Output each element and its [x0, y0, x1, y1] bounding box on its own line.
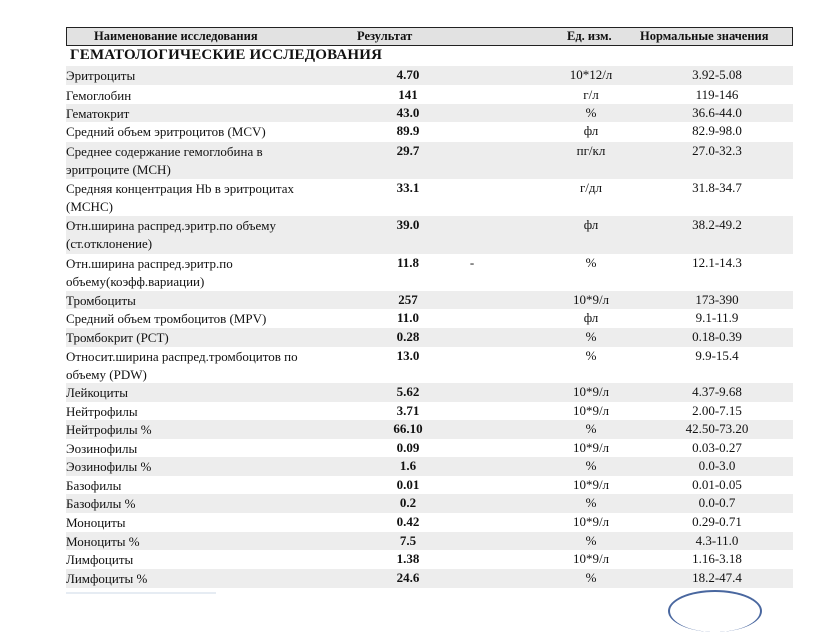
section-title: ГЕМАТОЛОГИЧЕСКИЕ ИССЛЕДОВАНИЯ — [70, 47, 383, 63]
table-row — [66, 66, 793, 85]
table-header — [66, 27, 793, 46]
row-unit: 10*12/л — [569, 67, 613, 82]
row-name: Тромбокрит (PCT) — [66, 330, 169, 345]
table-row — [66, 383, 793, 402]
row-result: 0.01 — [396, 477, 420, 492]
row-unit: фл — [583, 123, 599, 138]
row-norm: 9.9-15.4 — [695, 348, 739, 363]
row-unit: % — [585, 255, 597, 270]
table-row — [66, 476, 793, 494]
row-name: Средний объем тромбоцитов (MPV) — [66, 311, 267, 326]
row-unit: 10*9/л — [572, 292, 610, 307]
row-result: 13.0 — [396, 348, 420, 363]
row-name: Отн.ширина распред.эритр.по объему (ст.отклонение) — [66, 218, 276, 251]
row-name: Тромбоциты — [66, 293, 136, 308]
row-norm: 0.18-0.39 — [692, 329, 742, 344]
table-row — [66, 216, 793, 254]
row-unit: % — [585, 495, 597, 510]
table-row — [66, 347, 793, 383]
row-result: 0.28 — [396, 329, 420, 344]
row-result: 3.71 — [396, 403, 420, 418]
row-result: 0.42 — [396, 514, 420, 529]
row-result: 5.62 — [396, 384, 420, 399]
row-result: 43.0 — [396, 105, 420, 120]
row-result: 4.70 — [396, 67, 420, 82]
table-row — [66, 513, 793, 532]
row-result: 1.38 — [396, 551, 420, 566]
row-unit: % — [585, 458, 597, 473]
footer-decoration — [66, 592, 216, 594]
table-row — [66, 420, 793, 439]
row-result: 0.2 — [399, 495, 417, 510]
table-row — [66, 179, 793, 216]
table-row — [66, 569, 793, 588]
header-unit: Ед. изм. — [567, 29, 612, 43]
row-norm: 4.3-11.0 — [695, 533, 739, 548]
row-result: 66.10 — [393, 421, 423, 436]
row-norm: 0.0-0.7 — [698, 495, 736, 510]
row-unit: % — [585, 533, 597, 548]
table-row — [66, 142, 793, 179]
row-unit: 10*9/л — [572, 551, 610, 566]
row-name: Эритроциты — [66, 68, 136, 83]
row-unit: 10*9/л — [572, 514, 610, 529]
row-result: 39.0 — [396, 217, 420, 232]
row-unit: пг/кл — [576, 143, 606, 158]
row-name: Моноциты % — [66, 534, 140, 549]
row-norm: 2.00-7.15 — [692, 403, 742, 418]
row-norm: 27.0-32.3 — [692, 143, 742, 158]
row-name: Гематокрит — [66, 106, 130, 121]
table-row — [66, 402, 793, 420]
row-norm: 12.1-14.3 — [692, 255, 742, 270]
row-norm: 0.0-3.0 — [698, 458, 736, 473]
table-row — [66, 532, 793, 550]
row-norm: 4.37-9.68 — [692, 384, 742, 399]
row-name: Лимфоциты — [66, 552, 134, 567]
table-row — [66, 457, 793, 476]
table-row — [66, 328, 793, 347]
table-row — [66, 550, 793, 569]
header-norm: Нормальные значения — [640, 29, 769, 43]
row-name: Эозинофилы — [66, 441, 138, 456]
row-norm: 0.29-0.71 — [692, 514, 742, 529]
row-name: Средний объем эритроцитов (MCV) — [66, 124, 266, 139]
row-unit: г/дл — [579, 180, 603, 195]
row-norm: 42.50-73.20 — [685, 421, 749, 436]
row-unit: % — [585, 329, 597, 344]
row-result: 0.09 — [396, 440, 420, 455]
row-unit: 10*9/л — [572, 403, 610, 418]
row-unit: 10*9/л — [572, 477, 610, 492]
row-unit: 10*9/л — [572, 440, 610, 455]
row-norm: 0.01-0.05 — [692, 477, 742, 492]
table-row — [66, 309, 793, 328]
row-unit: % — [585, 421, 597, 436]
row-result: 11.8 — [396, 255, 420, 270]
row-unit: фл — [583, 310, 599, 325]
row-result: 11.0 — [396, 310, 420, 325]
table-row — [66, 86, 793, 104]
row-result: 24.6 — [396, 570, 420, 585]
row-unit: % — [585, 348, 597, 363]
row-norm: 82.9-98.0 — [692, 123, 742, 138]
row-name: Эозинофилы % — [66, 459, 152, 474]
row-result: 29.7 — [396, 143, 420, 158]
row-unit: 10*9/л — [572, 384, 610, 399]
row-norm: 173-390 — [695, 292, 739, 307]
row-norm: 9.1-11.9 — [695, 310, 739, 325]
row-norm: 38.2-49.2 — [692, 217, 742, 232]
table-row — [66, 122, 793, 142]
row-unit: % — [585, 105, 597, 120]
row-result: 89.9 — [396, 123, 420, 138]
row-name: Базофилы — [66, 478, 122, 493]
row-norm: 119-146 — [695, 87, 739, 102]
row-result: 33.1 — [396, 180, 420, 195]
table-row — [66, 104, 793, 122]
header-result: Результат — [357, 29, 413, 43]
row-result: 141 — [398, 87, 418, 102]
row-norm: 36.6-44.0 — [692, 105, 742, 120]
row-norm: 3.92-5.08 — [692, 67, 742, 82]
row-name: Относит.ширина распред.тромбоцитов по объему (PDW) — [66, 349, 298, 382]
row-name: Гемоглобин — [66, 88, 132, 103]
row-result: 7.5 — [399, 533, 417, 548]
row-name: Нейтрофилы — [66, 404, 138, 419]
row-norm: 0.03-0.27 — [692, 440, 742, 455]
row-norm: 1.16-3.18 — [692, 551, 742, 566]
row-flag: - — [469, 255, 475, 270]
row-name: Средняя концентрация Hb в эритроцитах (MCHC) — [66, 181, 295, 214]
row-name: Базофилы % — [66, 496, 136, 511]
table-row — [66, 291, 793, 309]
row-result: 257 — [398, 292, 418, 307]
row-norm: 31.8-34.7 — [692, 180, 742, 195]
row-name: Среднее содержание гемоглобина в эритроците (MCH) — [66, 144, 263, 177]
row-result: 1.6 — [399, 458, 417, 473]
row-name: Лимфоциты % — [66, 571, 148, 586]
table-row — [66, 494, 793, 513]
row-name: Нейтрофилы % — [66, 422, 152, 437]
row-name: Моноциты — [66, 515, 126, 530]
stamp-icon — [668, 590, 762, 632]
row-unit: фл — [583, 217, 599, 232]
row-name: Лейкоциты — [66, 385, 128, 400]
table-row — [66, 254, 793, 291]
row-norm: 18.2-47.4 — [692, 570, 742, 585]
row-unit: % — [585, 570, 597, 585]
header-name: Наименование исследования — [94, 29, 258, 43]
row-name: Отн.ширина распред.эритр.по объему(коэфф.вариации) — [66, 256, 233, 289]
row-unit: г/л — [583, 87, 599, 102]
table-row — [66, 439, 793, 457]
